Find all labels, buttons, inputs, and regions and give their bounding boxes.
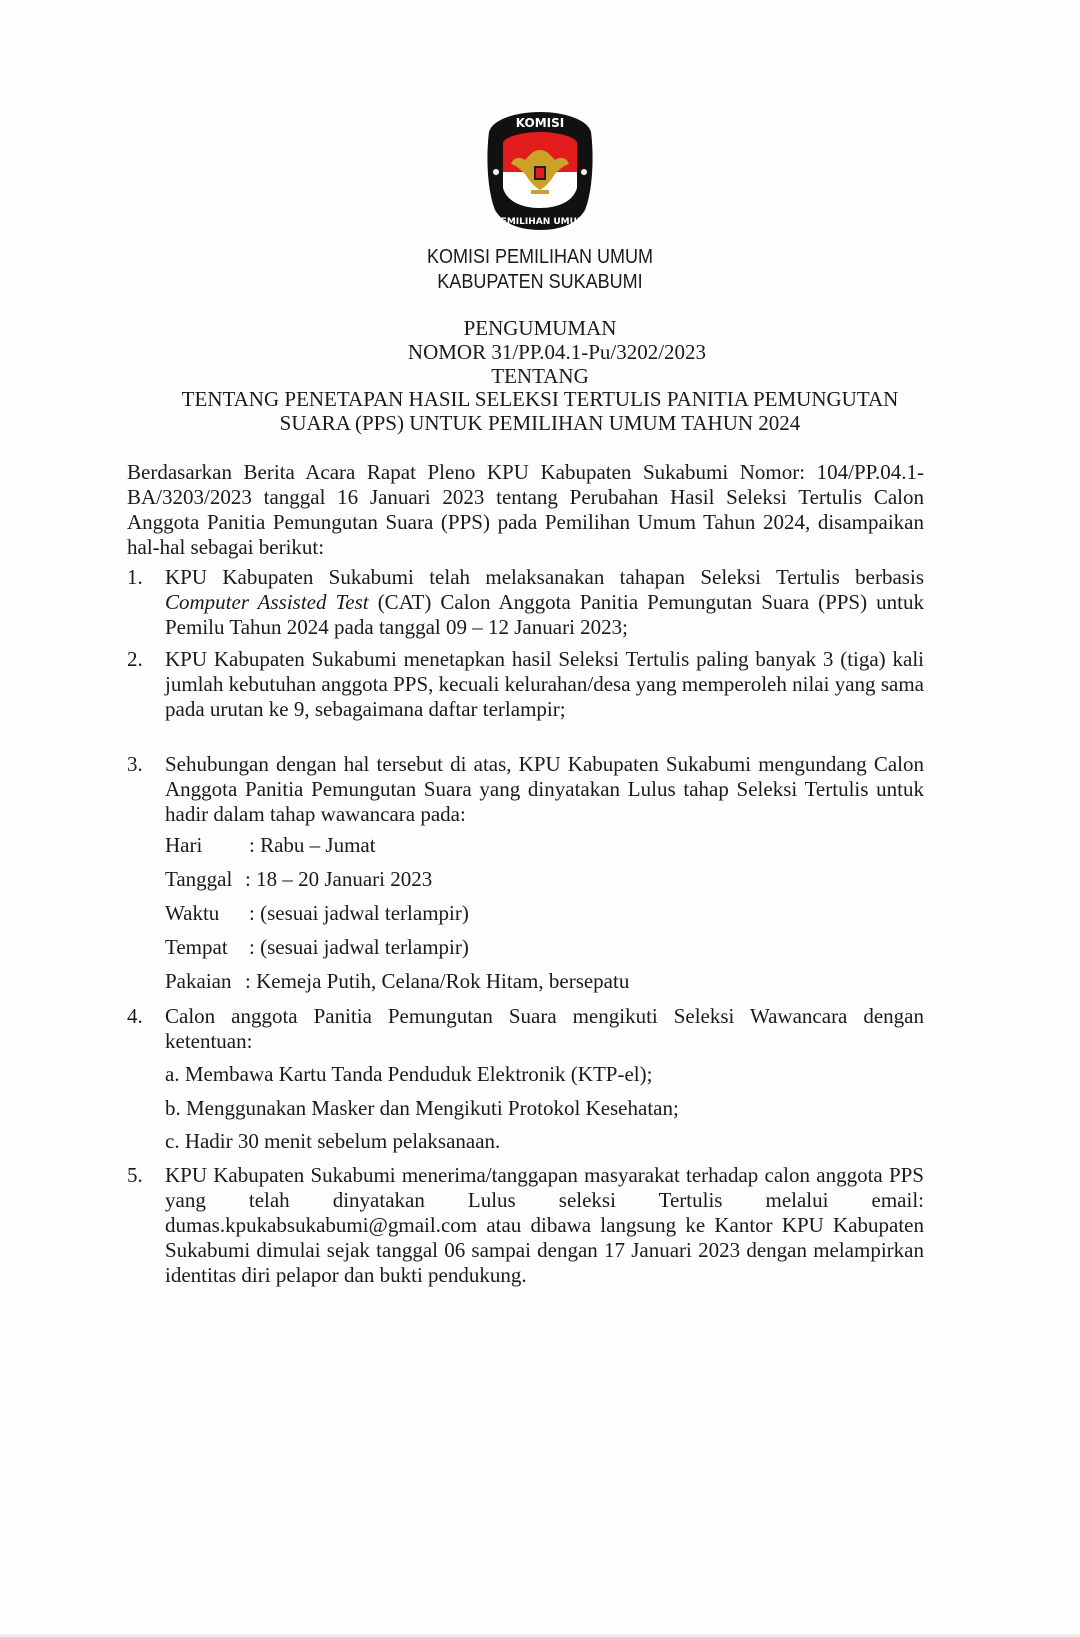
schedule-value: (sesuai jadwal terlampir) xyxy=(260,935,469,959)
list-item-3 xyxy=(127,752,924,827)
list-item-text: KPU Kabupaten Sukabumi menetapkan hasil Seleksi Tertulis paling banyak 3 (tiga) kali jumlah kebutuhan anggota PPS, kecuali kelurahan/desa yang memperoleh nilai yang sama pada urutan ke 9, sebagaimana daftar terlampir; xyxy=(165,647,924,721)
list-item-number: 1. xyxy=(127,565,143,589)
schedule-label: Waktu xyxy=(165,901,220,925)
schedule-row-place: Tempat : (sesuai jadwal terlampir) xyxy=(165,935,469,959)
document-number: NOMOR 31/PP.04.1-Pu/3202/2023 xyxy=(407,340,707,364)
list-item-number: 3. xyxy=(127,752,143,776)
requirement-a: a. Membawa Kartu Tanda Penduduk Elektronik (KTP-el); xyxy=(165,1062,653,1086)
list-item-5 xyxy=(127,1163,924,1288)
list-item-1 xyxy=(127,565,924,640)
document-title: PENGUMUMAN xyxy=(463,316,617,340)
document-subject-line1: TENTANG PENETAPAN HASIL SELEKSI TERTULIS PANITIA PEMUNGUTAN xyxy=(181,387,899,411)
intro-paragraph: Berdasarkan Berita Acara Rapat Pleno KPU Kabupaten Sukabumi Nomor: 104/PP.04.1-BA/3203/2023 tanggal 16 Januari 2023 tentang Perubahan Hasil Seleksi Tertulis Calon Anggota Panitia Pemungutan Suara (PPS) pada Pemilihan Umum Tahun 2024, disampaikan hal-hal sebagai berikut: xyxy=(127,460,924,559)
document-about: TENTANG xyxy=(491,364,589,388)
org-name-line2: KABUPATEN SUKABUMI xyxy=(437,271,643,293)
schedule-value: Kemeja Putih, Celana/Rok Hitam, bersepatu xyxy=(256,969,630,993)
schedule-label: Pakaian xyxy=(165,969,232,993)
schedule-value: 18 – 20 Januari 2023 xyxy=(256,867,433,891)
kpu-logo xyxy=(485,110,595,232)
list-item-number: 4. xyxy=(127,1004,143,1028)
list-item-text: Sehubungan dengan hal tersebut di atas, KPU Kabupaten Sukabumi mengundang Calon Anggota Panitia Pemungutan Suara yang dinyatakan Lulus tahap Seleksi Tertulis untuk hadir dalam tahap wawancara pada: xyxy=(165,752,924,826)
list-item-4 xyxy=(127,1004,924,1054)
requirement-c: c. Hadir 30 menit sebelum pelaksanaan. xyxy=(165,1129,501,1153)
schedule-label: Tanggal xyxy=(165,867,233,891)
list-item-text: KPU Kabupaten Sukabumi menerima/tanggapan masyarakat terhadap calon anggota PPS yang telah dinyatakan Lulus seleksi Tertulis melalui email: dumas.kpukabsukabumi@gmail.com atau dibawa langsung ke Kantor KPU Kabupaten Sukabumi dimulai sejak tanggal 06 sampai dengan 17 Januari 2023 dengan melampirkan identitas diri pelapor dan bukti pendukung. xyxy=(165,1163,924,1287)
kpu-emblem-icon xyxy=(485,110,595,232)
list-item-number: 2. xyxy=(127,647,143,671)
schedule-row-day: Hari : Rabu – Jumat xyxy=(165,833,376,857)
schedule-value: Rabu – Jumat xyxy=(260,833,376,857)
document-subject-line2: SUARA (PPS) UNTUK PEMILIHAN UMUM TAHUN 2024 xyxy=(279,411,801,435)
list-item-number: 5. xyxy=(127,1163,143,1187)
schedule-value: (sesuai jadwal terlampir) xyxy=(260,901,469,925)
list-item-text: KPU Kabupaten Sukabumi telah melaksanakan tahapan Seleksi Tertulis berbasis Computer Assisted Test (CAT) Calon Anggota Panitia Pemungutan Suara (PPS) untuk Pemilu Tahun 2024 pada tanggal 09 – 12 Januari 2023; xyxy=(165,565,924,639)
schedule-label: Tempat xyxy=(165,935,228,959)
requirement-b: b. Menggunakan Masker dan Mengikuti Protokol Kesehatan; xyxy=(165,1096,679,1120)
svg-text:KOMISI: KOMISI xyxy=(515,116,565,130)
schedule-row-date: Tanggal : 18 – 20 Januari 2023 xyxy=(165,867,433,891)
schedule-label: Hari xyxy=(165,833,203,857)
svg-text:PEMILIHAN UMUM: PEMILIHAN UMUM xyxy=(494,217,586,227)
list-item-2 xyxy=(127,647,924,722)
org-name-line1: KOMISI PEMILIHAN UMUM xyxy=(426,246,654,268)
schedule-row-attire: Pakaian : Kemeja Putih, Celana/Rok Hitam, bersepatu xyxy=(165,969,630,993)
list-item-text: Calon anggota Panitia Pemungutan Suara mengikuti Seleksi Wawancara dengan ketentuan: xyxy=(165,1004,924,1053)
italic-term: Computer Assisted Test xyxy=(165,590,369,614)
schedule-row-time: Waktu : (sesuai jadwal terlampir) xyxy=(165,901,469,925)
